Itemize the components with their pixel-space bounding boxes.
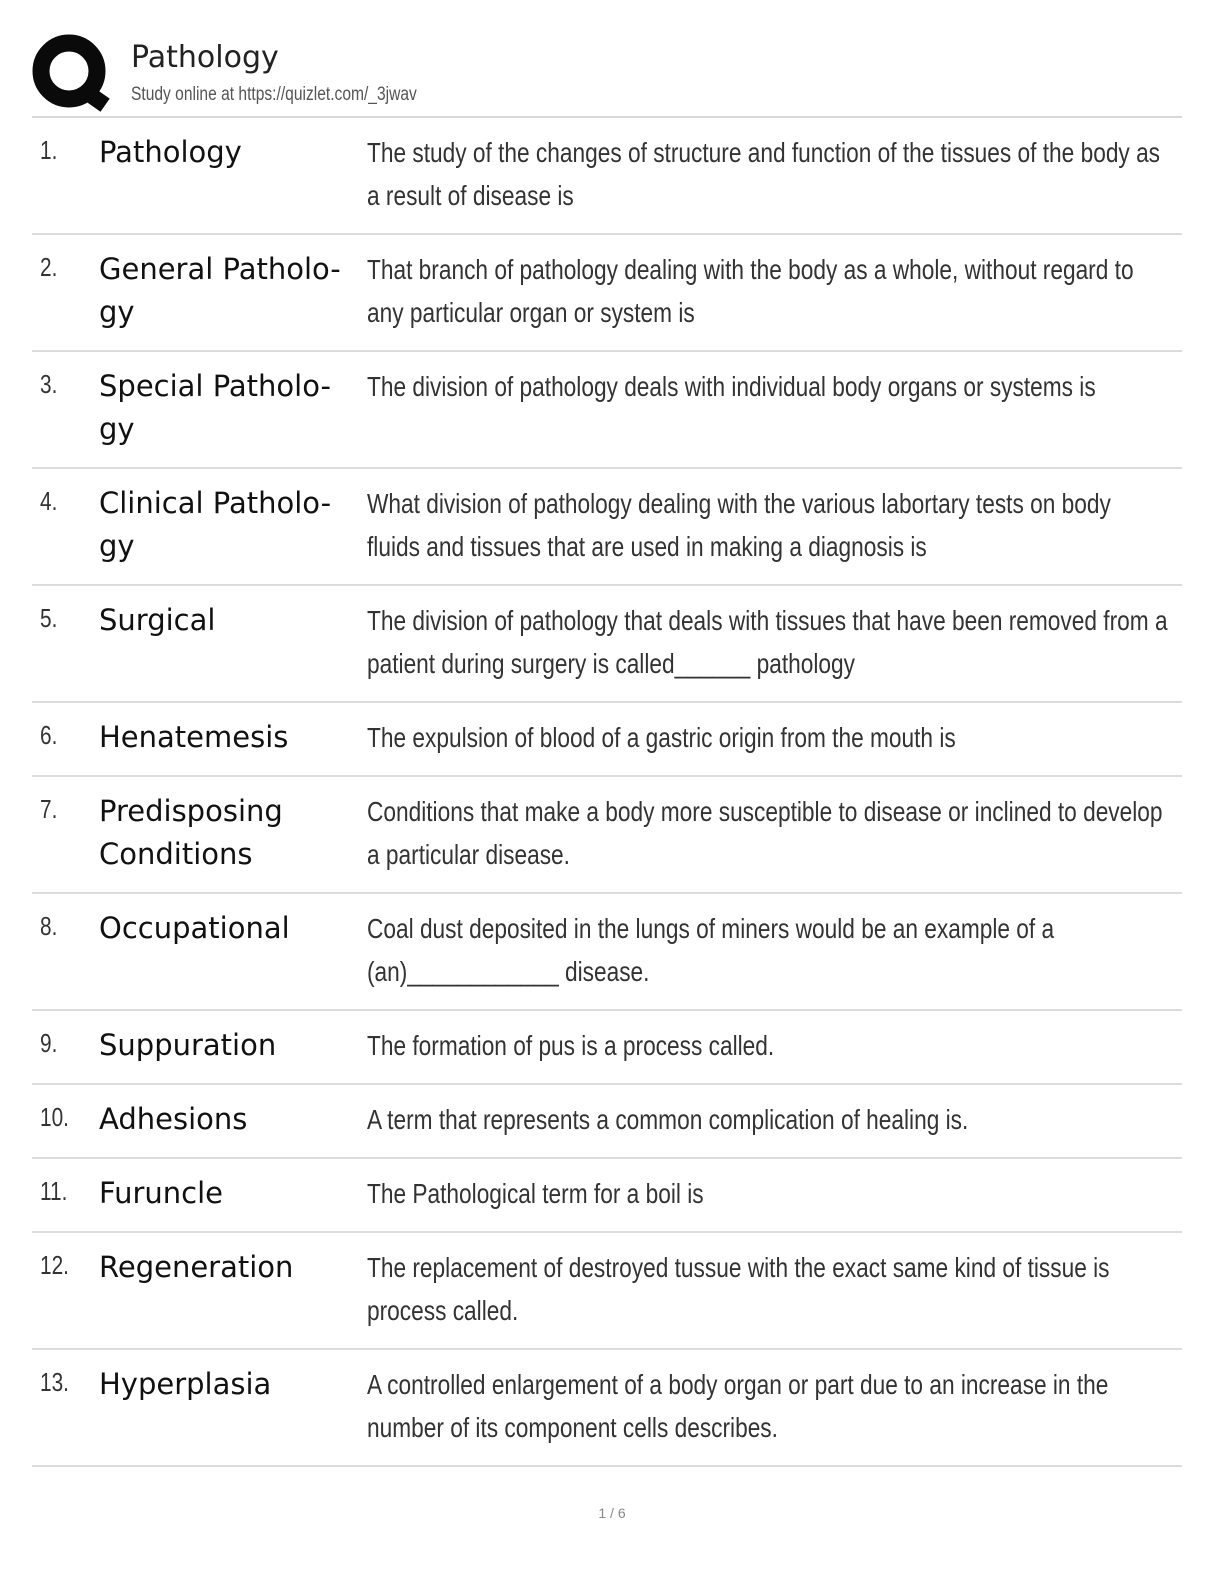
card-number: 9.	[40, 1028, 58, 1058]
card-definition: What division of pathology dealing with the various labortary tests on body fluids and tissues that are used in making a diagnosis is	[367, 488, 1111, 562]
card-definition: The division of pathology deals with individual body organs or systems is	[367, 371, 1096, 402]
flashcard-row	[32, 235, 1182, 352]
card-term: Clinical Patholo-gy	[99, 486, 332, 563]
card-definition: The Pathological term for a boil is	[367, 1178, 704, 1209]
card-term: Regeneration	[99, 1250, 294, 1284]
card-definition: Coal dust deposited in the lungs of miners would be an example of a (an)____________ disease.	[367, 913, 1055, 987]
flashcard-row	[32, 1233, 1182, 1350]
card-term: Hyperplasia	[99, 1367, 272, 1401]
card-number: 8.	[40, 911, 58, 941]
card-number: 13.	[40, 1367, 69, 1397]
card-term: Surgical	[99, 603, 216, 637]
card-term: Furuncle	[99, 1176, 224, 1210]
card-term: Predisposing Conditions	[99, 794, 283, 871]
card-definition: The study of the changes of structure and function of the tissues of the body as a result of disease is	[367, 137, 1161, 211]
card-number: 6.	[40, 720, 58, 750]
flashcard-row	[32, 352, 1182, 469]
card-definition: The formation of pus is a process called.	[367, 1030, 775, 1061]
card-definition: The expulsion of blood of a gastric origin from the mouth is	[367, 722, 956, 753]
study-online-link[interactable]: Study online at https://quizlet.com/_3jwav	[131, 84, 417, 105]
card-definition: A controlled enlargement of a body organ or part due to an increase in the number of its component cells describes.	[367, 1369, 1109, 1443]
card-number: 7.	[40, 794, 58, 824]
card-definition: Conditions that make a body more susceptible to disease or inclined to develop a particular disease.	[367, 796, 1163, 870]
card-number: 10.	[40, 1102, 69, 1132]
card-term: General Patholo-gy	[99, 252, 341, 329]
flashcard-row	[32, 703, 1182, 777]
card-term: Adhesions	[99, 1102, 248, 1136]
card-number: 4.	[40, 486, 58, 516]
flashcard-row	[32, 469, 1182, 586]
flashcard-row	[32, 1011, 1182, 1085]
page-title: Pathology	[131, 40, 279, 75]
card-number: 2.	[40, 252, 58, 282]
flashcard-row	[32, 118, 1182, 235]
card-term: Suppuration	[99, 1028, 277, 1062]
card-term: Pathology	[99, 135, 242, 169]
card-number: 12.	[40, 1250, 69, 1280]
card-number: 3.	[40, 369, 58, 399]
card-number: 5.	[40, 603, 58, 633]
card-definition: The replacement of destroyed tussue with the exact same kind of tissue is process called.	[367, 1252, 1110, 1326]
page-header	[32, 34, 1182, 114]
card-number: 1.	[40, 135, 58, 165]
page-number: 1 / 6	[598, 1505, 626, 1521]
card-term: Occupational	[99, 911, 290, 945]
card-term: Special Patholo-gy	[99, 369, 331, 446]
flashcard-row	[32, 1159, 1182, 1233]
flashcard-row	[32, 1085, 1182, 1159]
quizlet-logo-icon	[32, 34, 110, 112]
flashcard-row	[32, 586, 1182, 703]
flashcard-row	[32, 777, 1182, 894]
card-term: Henatemesis	[99, 720, 289, 754]
flashcard-row	[32, 894, 1182, 1011]
flashcard-row	[32, 1350, 1182, 1467]
card-definition: The division of pathology that deals with tissues that have been removed from a patient during surgery is called______ pathology	[367, 605, 1168, 679]
card-number: 11.	[40, 1176, 68, 1206]
card-definition: A term that represents a common complication of healing is.	[367, 1104, 969, 1135]
card-definition: That branch of pathology dealing with the body as a whole, without regard to any particular organ or system is	[367, 254, 1134, 328]
flashcard-list	[32, 118, 1182, 1467]
